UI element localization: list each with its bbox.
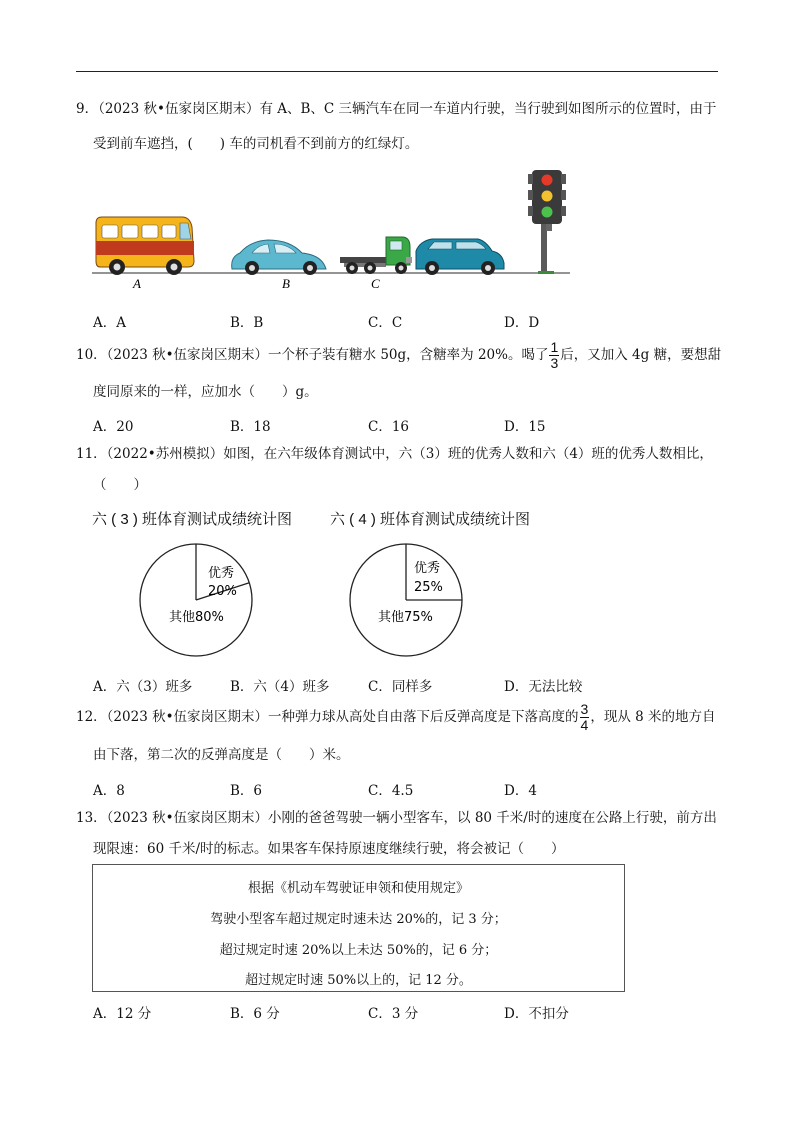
q11-option-a[interactable]: A．六（3）班多	[93, 679, 193, 695]
q12-option-b[interactable]: B．6	[230, 783, 263, 799]
q10-fraction-den: 3	[550, 355, 559, 371]
q13-line2: 现限速：60 千米/时的标志。如果客车保持原速度继续行驶，将会被记（ ）	[93, 841, 565, 857]
q13-line1: 13．（2023 秋•伍家岗区期末）小刚的爸爸驾驶一辆小型客车，以 80 千米/时的速度在公路上行驶，前方出	[76, 810, 717, 826]
q10-option-b[interactable]: B．18	[230, 419, 271, 435]
q9-option-b[interactable]: B．B	[230, 315, 264, 331]
q11-line2: （ ）	[93, 477, 147, 493]
q11-line1: 11．（2022•苏州模拟）如图，在六年级体育测试中，六（3）班的优秀人数和六（4）班的优秀人数相比，	[76, 446, 713, 462]
q12-text-a: 12．（2023 秋•伍家岗区期末）一种弹力球从高处自由落下后反弹高度是下落高度的	[76, 709, 579, 725]
q9-option-c[interactable]: C．C	[368, 315, 403, 331]
q11-option-c[interactable]: C．同样多	[368, 679, 433, 695]
pie-chart-class4	[346, 540, 466, 660]
pie2-excellent-value: 25%	[414, 580, 443, 595]
q9-option-a[interactable]: A．A	[93, 315, 126, 331]
q13-option-d[interactable]: D．不扣分	[504, 1006, 569, 1022]
q13-option-a[interactable]: A．12 分	[93, 1006, 152, 1022]
chart1-title: 六 ( 3 ) 班体育测试成绩统计图	[92, 511, 293, 528]
label-a: A	[133, 276, 141, 291]
q13-option-c[interactable]: C．3 分	[368, 1006, 419, 1022]
pie1-excellent-label: 优秀	[208, 566, 235, 581]
pie1-excellent-value: 20%	[208, 584, 237, 599]
q12-line1	[76, 701, 716, 733]
beetle-car-icon	[232, 240, 326, 275]
pie2-other-label: 其他75%	[378, 610, 433, 625]
q13-option-b[interactable]: B．6 分	[230, 1006, 280, 1022]
q10-fraction	[549, 340, 559, 371]
q9-traffic-figure	[90, 165, 580, 295]
q10-line1	[76, 339, 721, 371]
q10-text-b: 后，又加入 4g 糖，要想甜	[560, 347, 722, 363]
q10-fraction-num: 1	[550, 339, 559, 355]
q13-rule-1: 驾驶小型客车超过规定时速未达 20%的，记 3 分；	[210, 912, 507, 927]
traffic-light-icon	[528, 170, 566, 274]
q12-fraction-num: 3	[580, 701, 589, 717]
chart2-title: 六 ( 4 ) 班体育测试成绩统计图	[330, 511, 531, 528]
header-rule	[76, 71, 718, 72]
bus-icon	[96, 217, 194, 275]
q12-option-c[interactable]: C．4.5	[368, 783, 414, 799]
q13-rule-title: 根据《机动车驾驶证申领和使用规定》	[247, 881, 469, 896]
q10-option-d[interactable]: D．15	[504, 419, 546, 435]
pie1-other-label: 其他80%	[169, 610, 224, 625]
q11-option-b[interactable]: B．六（4）班多	[230, 679, 330, 695]
q9-line1: 9．（2023 秋•伍家岗区期末）有 A、B、C 三辆汽车在同一车道内行驶，当行驶到如图所示的位置时，由于	[76, 101, 717, 117]
q10-option-a[interactable]: A．20	[93, 419, 134, 435]
q10-text-a: 10．（2023 秋•伍家岗区期末）一个杯子装有糖水 50g，含糖率为 20%。喝了	[76, 347, 549, 363]
q12-text-b: ，现从 8 米的地方自	[590, 709, 716, 725]
q9-option-d[interactable]: D．D	[504, 315, 540, 331]
q10-option-c[interactable]: C．16	[368, 419, 410, 435]
q13-rule-2: 超过规定时速 20%以上未达 50%的，记 6 分；	[219, 943, 498, 958]
truck-icon	[340, 237, 412, 274]
pie-chart-class3	[136, 540, 256, 660]
q13-rules-box	[92, 864, 625, 992]
q10-line2: 度同原来的一样，应加水（ ）g。	[93, 384, 318, 400]
q12-fraction-den: 4	[580, 717, 589, 733]
suv-car-icon	[416, 239, 504, 275]
pie2-excellent-label: 优秀	[414, 561, 441, 576]
q11-option-d[interactable]: D．无法比较	[504, 679, 583, 695]
q13-rule-3: 超过规定时速 50%以上的，记 12 分。	[245, 973, 472, 988]
q12-fraction	[580, 702, 590, 733]
label-b: B	[282, 276, 290, 291]
q12-line2: 由下落，第二次的反弹高度是（ ）米。	[93, 747, 350, 763]
q12-option-a[interactable]: A．8	[93, 783, 125, 799]
q12-option-d[interactable]: D．4	[504, 783, 537, 799]
label-c: C	[371, 276, 380, 291]
q9-line2: 受到前车遮挡，( ) 车的司机看不到前方的红绿灯。	[93, 136, 419, 152]
